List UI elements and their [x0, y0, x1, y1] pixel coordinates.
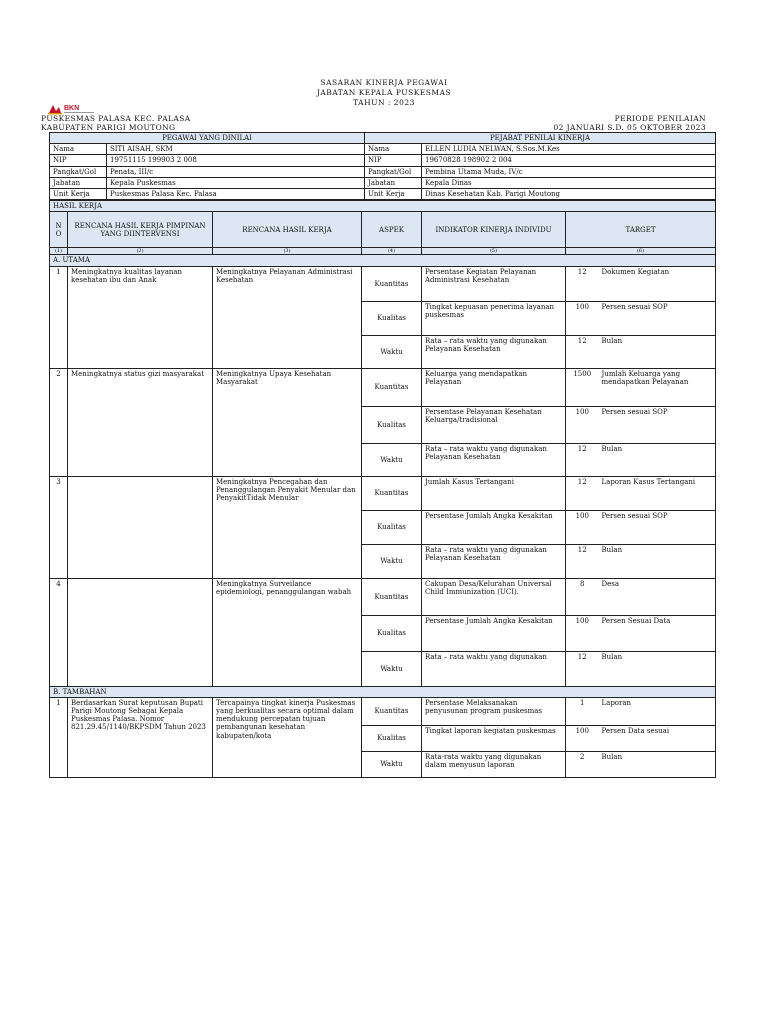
pejabat-heading: PEJABAT PENILAI KINERJA: [365, 133, 716, 144]
doc-title-line1: SASARAN KINERJA PEGAWAI: [320, 78, 448, 87]
header-periode-label: PERIODE PENILAIAN: [614, 114, 706, 123]
pegawai-label: NIP: [50, 155, 107, 166]
pejabat-value: 19670828 198902 2 004: [422, 155, 716, 166]
item-no: 1: [50, 266, 68, 368]
col-target: TARGET: [566, 212, 716, 248]
target-unit: Bulan: [599, 544, 716, 578]
col-index: (5): [422, 248, 566, 255]
aspek-cell: Kuantitas: [362, 697, 422, 725]
target-number: 12: [566, 476, 599, 510]
logo-text: BKN: [64, 105, 80, 112]
indikator-cell: Rata – rata waktu yang digunakan Pelayanan Kesehatan: [422, 443, 566, 476]
header-kabupaten: KABUPATEN PARIGI MOUTONG: [41, 123, 176, 132]
col-index: (3): [213, 248, 362, 255]
doc-title-line2: JABATAN KEPALA PUSKESMAS: [316, 88, 452, 97]
header-periode-range: 02 JANUARI S.D. 05 OKTOBER 2023: [553, 123, 706, 132]
pejabat-label: Pangkat/Gol: [365, 166, 422, 177]
table-row: [50, 266, 716, 301]
target-unit: Persen Data sesuai: [599, 725, 716, 751]
target-number: 12: [566, 443, 599, 476]
pejabat-label: Jabatan: [365, 177, 422, 188]
target-unit: Bulan: [599, 335, 716, 368]
target-unit: Bulan: [599, 443, 716, 476]
aspek-cell: Kuantitas: [362, 476, 422, 510]
rhk-cell: Meningkatnya Surveilance epidemiologi, penanggulangan wabah: [213, 578, 362, 686]
hasil-kerja-table: [49, 200, 716, 778]
indikator-cell: Persentase Kegiatan Pelayanan Administrasi Kesehatan: [422, 266, 566, 301]
target-unit: Laporan Kasus Tertangani: [599, 476, 716, 510]
header-institution: PUSKESMAS PALASA KEC. PALASA: [41, 114, 191, 123]
rhk-pimpinan-cell: [68, 476, 213, 578]
target-unit: Jumlah Keluarga yang mendapatkan Pelayanan: [599, 368, 716, 406]
aspek-cell: Kuantitas: [362, 266, 422, 301]
indikator-cell: Persentase Jumlah Angka Kesakitan: [422, 615, 566, 651]
target-number: 100: [566, 725, 599, 751]
aspek-cell: Waktu: [362, 335, 422, 368]
pegawai-value: Penata, III/c: [107, 166, 365, 177]
table-row: [50, 578, 716, 615]
aspek-cell: Kuantitas: [362, 578, 422, 615]
aspek-cell: Kualitas: [362, 615, 422, 651]
target-number: 12: [566, 335, 599, 368]
pegawai-value: Puskesmas Palasa Kec. Palasa: [107, 189, 365, 200]
hasil-kerja-label: HASIL KERJA: [50, 201, 716, 212]
indikator-cell: Rata – rata waktu yang digunakan Pelayanan Kesehatan: [422, 335, 566, 368]
pegawai-label: Nama: [50, 144, 107, 155]
indikator-cell: Jumlah Kasus Tertangani: [422, 476, 566, 510]
section-label: A. UTAMA: [50, 255, 716, 266]
target-unit: Dokumen Kegiatan: [599, 266, 716, 301]
target-number: 2: [566, 751, 599, 777]
table-row: [50, 697, 716, 725]
pegawai-label: Jabatan: [50, 177, 107, 188]
aspek-cell: Kualitas: [362, 406, 422, 443]
item-no: 1: [50, 697, 68, 777]
rhk-pimpinan-cell: Meningkatnya kualitas layanan kesehatan ibu dan Anak: [68, 266, 213, 368]
target-number: 1500: [566, 368, 599, 406]
item-no: 4: [50, 578, 68, 686]
target-unit: Persen Sesuai Data: [599, 615, 716, 651]
col-rhk: RENCANA HASIL KERJA: [213, 212, 362, 248]
target-unit: Bulan: [599, 751, 716, 777]
target-number: 12: [566, 266, 599, 301]
table-row: [50, 476, 716, 510]
indikator-cell: Persentase Jumlah Angka Kesakitan: [422, 510, 566, 544]
rhk-cell: Meningkatnya Pencegahan dan Penanggulangan Penyakit Menular dan PenyakitTidak Menular: [213, 476, 362, 578]
target-number: 100: [566, 510, 599, 544]
rhk-pimpinan-cell: [68, 578, 213, 686]
pejabat-value: Pembina Utama Muda, IV/c: [422, 166, 716, 177]
rhk-cell: Tercapainya tingkat kinerja Puskesmas yang berkualitas secara optimal dalam mendukung percepatan tujuan pembangunan kesehatan kabupaten/kota: [213, 697, 362, 777]
col-index: (1): [50, 248, 68, 255]
target-unit: Persen sesuai SOP: [599, 406, 716, 443]
indikator-cell: Tingkat laporan kegiatan puskesmas: [422, 725, 566, 751]
indikator-cell: Persentase Pelayanan Kesehatan Keluarga/tradisional: [422, 406, 566, 443]
pegawai-value: Kepala Puskesmas: [107, 177, 365, 188]
aspek-cell: Kuantitas: [362, 368, 422, 406]
pejabat-label: Unit Kerja: [365, 189, 422, 200]
rhk-cell: Meningkatnya Pelayanan Administrasi Kesehatan: [213, 266, 362, 368]
pejabat-value: Dinas Kesehatan Kab. Parigi Moutong: [422, 189, 716, 200]
pejabat-label: Nama: [365, 144, 422, 155]
col-indikator: INDIKATOR KINERJA INDIVIDU: [422, 212, 566, 248]
rhk-pimpinan-cell: Meningkatnya status gizi masyarakat: [68, 368, 213, 476]
target-unit: Persen sesuai SOP: [599, 301, 716, 335]
pejabat-label: NIP: [365, 155, 422, 166]
target-number: 12: [566, 651, 599, 686]
aspek-cell: Kualitas: [362, 510, 422, 544]
indikator-cell: Rata-rata waktu yang digunakan dalam menyusun laporan: [422, 751, 566, 777]
aspek-cell: Waktu: [362, 651, 422, 686]
indikator-cell: Keluarga yang mendapatkan Pelayanan: [422, 368, 566, 406]
item-no: 2: [50, 368, 68, 476]
target-unit: Bulan: [599, 651, 716, 686]
pegawai-heading: PEGAWAI YANG DINILAI: [50, 133, 365, 144]
col-rhk-pimpinan: RENCANA HASIL KERJA PIMPINAN YANG DIINTERVENSI: [68, 212, 213, 248]
aspek-cell: Waktu: [362, 443, 422, 476]
aspek-cell: Kualitas: [362, 725, 422, 751]
aspek-cell: Waktu: [362, 544, 422, 578]
bkn-logo: [47, 101, 97, 115]
pegawai-label: Pangkat/Gol: [50, 166, 107, 177]
doc-title-line3: TAHUN : 2023: [353, 98, 415, 107]
item-no: 3: [50, 476, 68, 578]
indikator-cell: Rata – rata waktu yang digunakan Pelayanan Kesehatan: [422, 544, 566, 578]
skp-sheet: [49, 132, 715, 778]
target-number: 100: [566, 615, 599, 651]
pegawai-value: SITI AISAH, SKM: [107, 144, 365, 155]
target-number: 1: [566, 697, 599, 725]
pegawai-value: 19751115 199903 2 008: [107, 155, 365, 166]
section-label: B. TAMBAHAN: [50, 686, 716, 697]
indikator-cell: Tingkat kepuasan penerima layanan puskesmas: [422, 301, 566, 335]
aspek-cell: Waktu: [362, 751, 422, 777]
col-aspek: ASPEK: [362, 212, 422, 248]
pejabat-value: Kepala Dinas: [422, 177, 716, 188]
rhk-cell: Meningkatnya Upaya Kesehatan Masyarakat: [213, 368, 362, 476]
col-index: (6): [566, 248, 716, 255]
col-no: NO: [50, 212, 68, 248]
table-row: [50, 368, 716, 406]
target-number: 12: [566, 544, 599, 578]
target-number: 100: [566, 406, 599, 443]
target-unit: Desa: [599, 578, 716, 615]
target-number: 8: [566, 578, 599, 615]
identity-table: [49, 132, 716, 200]
target-unit: Persen sesuai SOP: [599, 510, 716, 544]
indikator-cell: Persentase Melaksanakan penyusunan program puskesmas: [422, 697, 566, 725]
target-number: 100: [566, 301, 599, 335]
pegawai-label: Unit Kerja: [50, 189, 107, 200]
rhk-pimpinan-cell: Berdasarkan Surat keputusan Bupati Parigi Moutong Sebagai Kepala Puskesmas Palasa. Nomor 821.29.45/1140/BKPSDM Tahun 2023: [68, 697, 213, 777]
indikator-cell: Rata – rata waktu yang digunakan: [422, 651, 566, 686]
target-unit: Laporan: [599, 697, 716, 725]
indikator-cell: Cakupan Desa/Kelurahan Universal Child Immunization (UCI).: [422, 578, 566, 615]
col-index: (4): [362, 248, 422, 255]
pejabat-value: ELLEN LUDIA NELWAN, S.Sos.M.Kes: [422, 144, 716, 155]
aspek-cell: Kualitas: [362, 301, 422, 335]
col-index: (2): [68, 248, 213, 255]
